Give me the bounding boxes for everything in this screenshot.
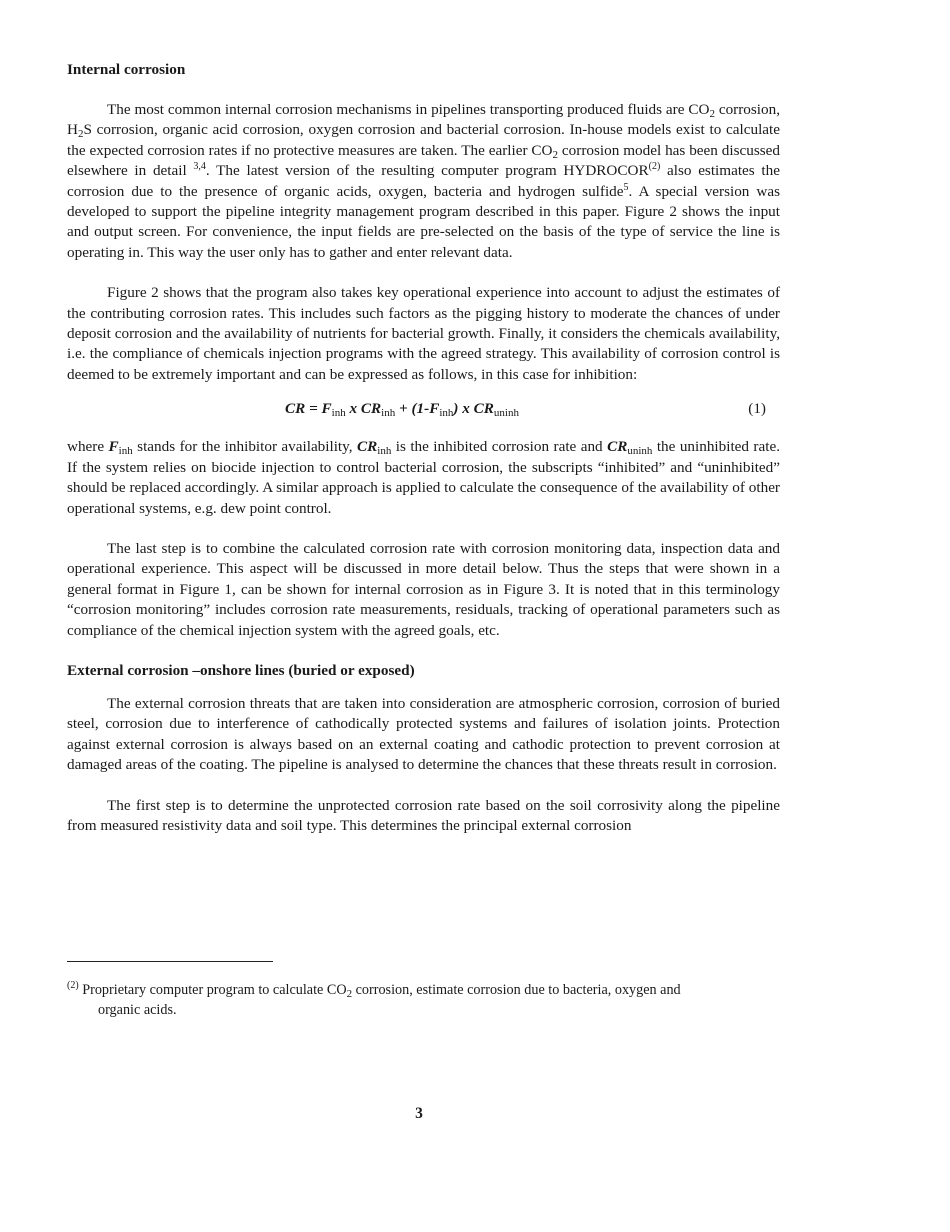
footnote-ref-2: (2) <box>648 161 661 173</box>
equation-1 <box>67 399 780 421</box>
paragraph-last-step: The last step is to combine the calculated corrosion rate with corrosion monitoring data, inspection data and operational experience. This aspect will be discussed in more detail below. Thus the steps that were shown in a general format in Figure 1, can be shown for internal corrosion as in Figure 3. It is noted that in this terminology “corrosion monitoring” includes corrosion rate measurements, residuals, tracking of operational parameters such as compliance of the chemical injection system with the agreed goals, etc. <box>67 539 780 639</box>
footnote-divider <box>67 961 273 962</box>
section-heading-internal-corrosion: Internal corrosion <box>67 61 186 78</box>
footnote-marker: (2) <box>67 980 79 991</box>
page-number: 3 <box>415 1105 423 1122</box>
paragraph-equation-explanation: where $F_{inh}$ stands for the inhibitor availability, $CR_{inh}$ is the inhibited corrosion rate and $CR_{uninh}$ the uninhibited rate. If the system relies on biocide injection to control bacterial corrosion, the subscripts “inhibited” and “uninhibited” should be replaced accordingly. A similar approach is applied to calculate the consequence of the availability of other operational systems, e.g. dew point control. <box>67 438 780 517</box>
section-heading-external-corrosion: External corrosion –onshore lines (buried or exposed) <box>67 661 415 679</box>
paragraph-external-threats: The external corrosion threats that are taken into consideration are atmospheric corrosion, corrosion of buried steel, corrosion due to interference of cathodically protected systems and failures of isolation joints. Protection against external corrosion is always based on an external coating and cathodic protection to prevent corrosion at damaged areas of the coating. The pipeline is analysed to determine the chances that these threats result in corrosion. <box>67 694 780 774</box>
paragraph-first-step: The first step is to determine the unprotected corrosion rate based on the soil corrosivity along the pipeline from measured resistivity data and soil type. This determines the principal external corrosion <box>67 796 780 834</box>
paragraph-internal-mechanisms: The most common internal corrosion mechanisms in pipelines transporting produced fluids are $CO_2$ corrosion, $H_2S$ corrosion, organic acid corrosion, oxygen corrosion and bacterial corrosion. In-house models exist to calculate the expected corrosion rates if no protective measures are taken. The earlier $CO_2$ corrosion model has been discussed elsewhere in detail $^{3,4}$. The latest version of the resulting computer program HYDROCOR$^{(2)}$ also estimates the corrosion due to the presence of organic acids, oxygen, bacteria and hydrogen sulfide$^5$. A special version was developed to support the pipeline integrity management program described in this paper. Figure 2 shows the input and output screen. For convenience, the input fields are pre-selected on the basis of the type of service the line is operating in. This way the user only has to gather and enter relevant data. <box>67 101 780 261</box>
citation-3-4: 3,4 <box>193 161 206 173</box>
citation-5: 5 <box>623 181 629 193</box>
page-body <box>67 60 780 836</box>
equation-body: CR = $F_{inh}$ x $CR_{inh} + (1-F_{inh})$ x $CR_{uninh}$ <box>285 400 519 420</box>
equation-number: (1) <box>748 400 766 418</box>
footnote-2: $^{(2)}$ Proprietary computer program to calculate $CO_2$ corrosion, estimate corrosion due to bacteria, oxygen and organic acids. <box>67 980 681 1018</box>
paragraph-operational-experience: Figure 2 shows that the program also takes key operational experience into account to adjust the estimates of the contributing corrosion rates. This includes such factors as the pigging history to moderate the chances of under deposit corrosion and the availability of nutrients for bacterial growth. Finally, it considers the chemicals availability, i.e. the compliance of chemicals injection programs with the agreed strategy. This availability of corrosion control is deemed to be extremely important and can be expressed as follows, in this case for inhibition: <box>67 284 780 383</box>
